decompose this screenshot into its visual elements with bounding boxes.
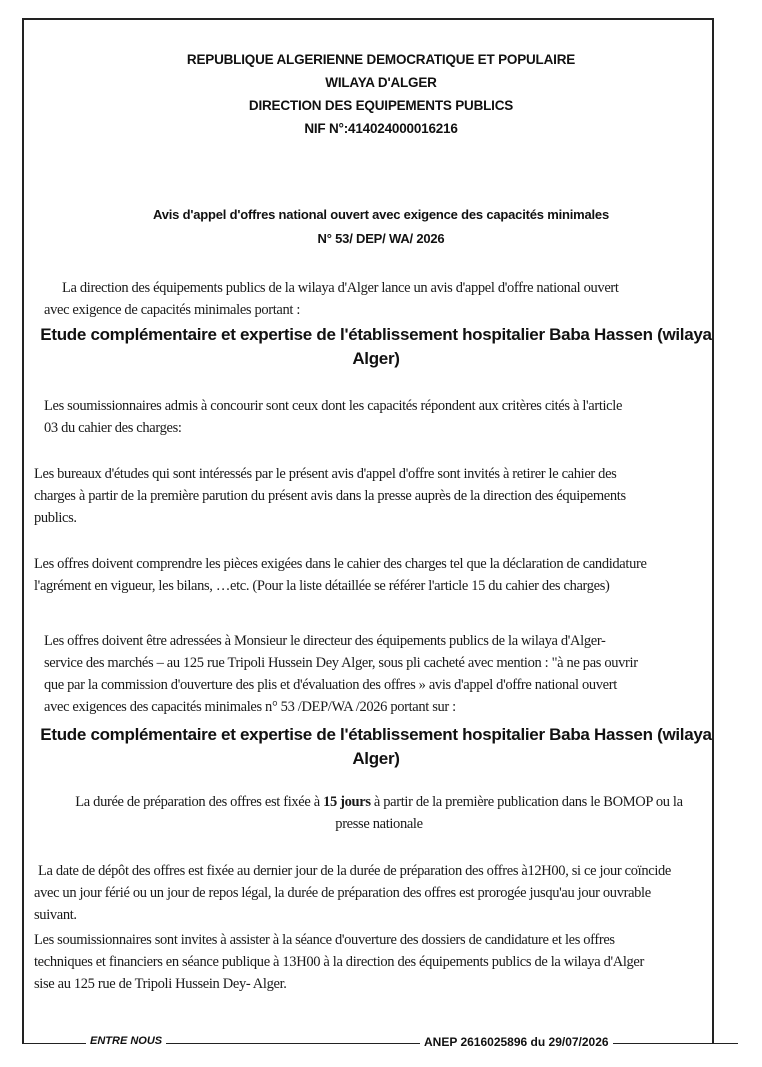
header-republic: REPUBLIQUE ALGERIENNE DEMOCRATIQUE ET POPULAIRE xyxy=(186,52,576,67)
duration-suffix: à partir de la première publication dans le BOMOP ou la xyxy=(370,794,683,810)
project-title-line-1: Etude complémentaire et expertise de l'établissement hospitalier Baba Hassen (wilaya xyxy=(40,325,712,344)
documents-line-1: Les offres doivent comprendre les pièces exigées dans le cahier des charges tel que la déclaration de candidature xyxy=(34,556,647,572)
duration-prefix: La durée de préparation des offres est fixée à xyxy=(75,794,324,810)
address-paragraph xyxy=(44,630,714,718)
duration-line-1 xyxy=(34,791,724,813)
deadline-line-2: avec un jour férié ou un jour de repos légal, la durée de préparation des offres est prorogée jusqu'au jour ouvrable xyxy=(34,885,651,901)
documents-line-2: l'agrément en vigueur, les bilans, …etc. (Pour la liste détaillée se référer l'article 15 du cahier des charges) xyxy=(34,578,610,594)
project-title-repeat xyxy=(40,723,712,771)
footer-bar xyxy=(22,1033,738,1053)
eligibility-line-2: 03 du cahier des charges: xyxy=(44,420,182,436)
deadline-paragraph xyxy=(34,860,724,926)
project-title-line-2: Alger) xyxy=(352,349,400,368)
footer-entre-nous: ENTRE NOUS xyxy=(86,1035,166,1047)
opening-line-3: sise au 125 rue de Tripoli Hussein Dey- Alger. xyxy=(34,976,287,992)
title-line: Avis d'appel d'offres national ouvert avec exigence des capacités minimales xyxy=(153,207,609,222)
header-block xyxy=(0,48,762,140)
header-wilaya: WILAYA D'ALGER xyxy=(325,75,437,90)
project-title xyxy=(40,323,712,371)
address-line-4: avec exigences des capacités minimales n° 53 /DEP/WA /2026 portant sur : xyxy=(44,699,456,715)
deadline-line-1: La date de dépôt des offres est fixée au dernier jour de la durée de préparation des offres à12H00, si ce jour coïncide xyxy=(38,863,671,879)
header-nif: NIF N°:414024000016216 xyxy=(304,121,458,136)
project-title-repeat-line-1: Etude complémentaire et expertise de l'établissement hospitalier Baba Hassen (wilaya xyxy=(40,725,712,744)
documents-paragraph xyxy=(34,553,724,597)
header-direction: DIRECTION DES EQUIPEMENTS PUBLICS xyxy=(248,98,514,113)
intro-line-1: La direction des équipements publics de la wilaya d'Alger lance un avis d'appel d'offre national ouvert xyxy=(62,280,619,296)
address-line-2: service des marchés – au 125 rue Tripoli Hussein Dey Alger, sous pli cacheté avec mention : "à ne pas ouvrir xyxy=(44,655,638,671)
footer-anep-reference: ANEP 2616025896 du 29/07/2026 xyxy=(420,1035,613,1049)
notice-title xyxy=(0,203,762,251)
project-title-repeat-line-2: Alger) xyxy=(352,749,400,768)
duration-days: 15 jours xyxy=(323,794,371,810)
retrieval-line-3: publics. xyxy=(34,510,77,526)
title-number: N° 53/ DEP/ WA/ 2026 xyxy=(317,231,445,246)
retrieval-line-1: Les bureaux d'études qui sont intéressés par le présent avis d'appel d'offre sont invités à retirer le cahier des xyxy=(34,466,617,482)
deadline-line-3: suivant. xyxy=(34,907,77,923)
retrieval-paragraph xyxy=(34,463,724,529)
address-line-3: que par la commission d'ouverture des plis et d'évaluation des offres » avis d'appel d'offre national ouvert xyxy=(44,677,617,693)
retrieval-line-2: charges à partir de la première parution du présent avis dans la presse auprès de la direction des équipements xyxy=(34,488,626,504)
duration-paragraph xyxy=(34,791,724,835)
eligibility-line-1: Les soumissionnaires admis à concourir sont ceux dont les capacités répondent aux critères cités à l'article xyxy=(44,398,623,414)
intro-paragraph xyxy=(44,277,714,321)
eligibility-paragraph xyxy=(44,395,714,439)
opening-line-2: techniques et financiers en séance publique à 13H00 à la direction des équipements publics de la wilaya d'Alger xyxy=(34,954,644,970)
intro-line-2: avec exigence de capacités minimales portant : xyxy=(44,302,301,318)
duration-line-2: presse nationale xyxy=(335,816,423,832)
opening-line-1: Les soumissionnaires sont invites à assister à la séance d'ouverture des dossiers de candidature et les offres xyxy=(34,932,615,948)
opening-paragraph xyxy=(34,929,724,995)
address-line-1: Les offres doivent être adressées à Monsieur le directeur des équipements publics de la wilaya d'Alger- xyxy=(44,633,606,649)
